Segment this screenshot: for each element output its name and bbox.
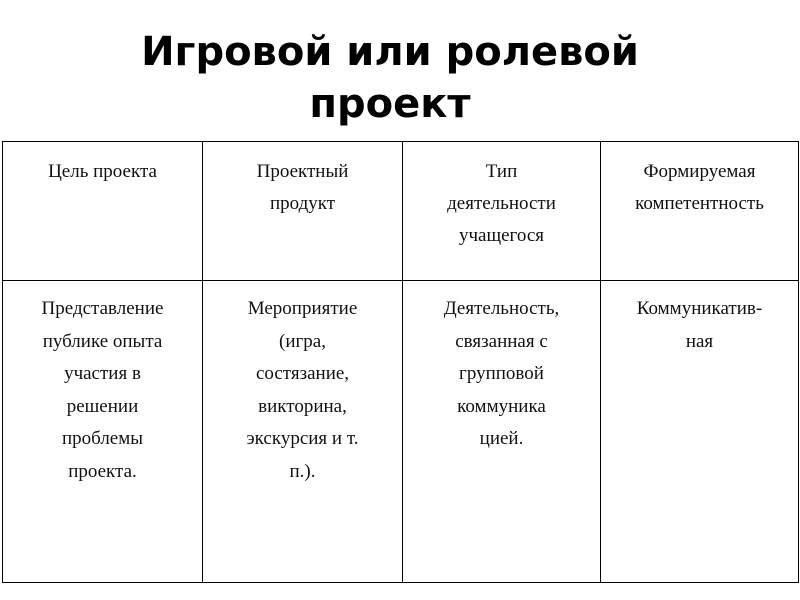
cell-goal-line: участия в <box>64 363 141 384</box>
cell-activity-line: связанная с <box>455 330 548 352</box>
header-goal-line: Цель проекта <box>48 161 157 182</box>
cell-product-line: викторина, <box>258 395 347 417</box>
slide-title-line-2: проект <box>309 81 471 127</box>
cell-activity-line: цией. <box>479 428 524 449</box>
header-activity-line: деятельности <box>447 193 556 214</box>
header-competence-line: Формируемая <box>643 161 756 182</box>
cell-goal-line: Представление <box>41 298 164 319</box>
cell-goal-line: публике опыта <box>42 330 163 352</box>
slide-title <box>0 26 780 130</box>
cell-activity-line: коммуника <box>457 395 546 417</box>
header-activity-line: учащегося <box>458 225 545 246</box>
cell-activity-line: групповой <box>459 363 544 384</box>
cell-activity-type <box>403 281 601 583</box>
cell-goal-line: проблемы <box>61 428 144 449</box>
cell-product-line: п.). <box>289 460 316 482</box>
cell-competence-line: Коммуникатив- <box>636 298 763 319</box>
cell-activity-line: Деятельность, <box>443 298 560 319</box>
header-cell-product <box>203 142 403 281</box>
slide-title-line-1: Игровой или ролевой <box>141 29 639 75</box>
header-cell-activity-type <box>403 142 601 281</box>
cell-product-line: экскурсия и т. <box>246 428 359 449</box>
header-product-line: Проектный <box>256 161 349 182</box>
header-activity-line: Тип <box>485 161 518 182</box>
cell-product-line: состязание, <box>255 363 350 384</box>
header-cell-competence <box>601 142 799 281</box>
cell-goal-line: решении <box>66 395 139 417</box>
cell-competence <box>601 281 799 583</box>
project-table <box>2 141 799 583</box>
table-header-row <box>3 142 799 281</box>
cell-goal-line: проекта. <box>68 460 137 482</box>
cell-product <box>203 281 403 583</box>
header-product-line: продукт <box>269 193 336 214</box>
cell-goal <box>3 281 203 583</box>
header-cell-goal <box>3 142 203 281</box>
header-competence-line: компетентность <box>635 193 764 214</box>
cell-product-line: (игра, <box>279 330 326 352</box>
cell-product-line: Мероприятие <box>247 298 358 319</box>
cell-competence-line: ная <box>685 330 714 352</box>
table-row <box>3 281 799 583</box>
